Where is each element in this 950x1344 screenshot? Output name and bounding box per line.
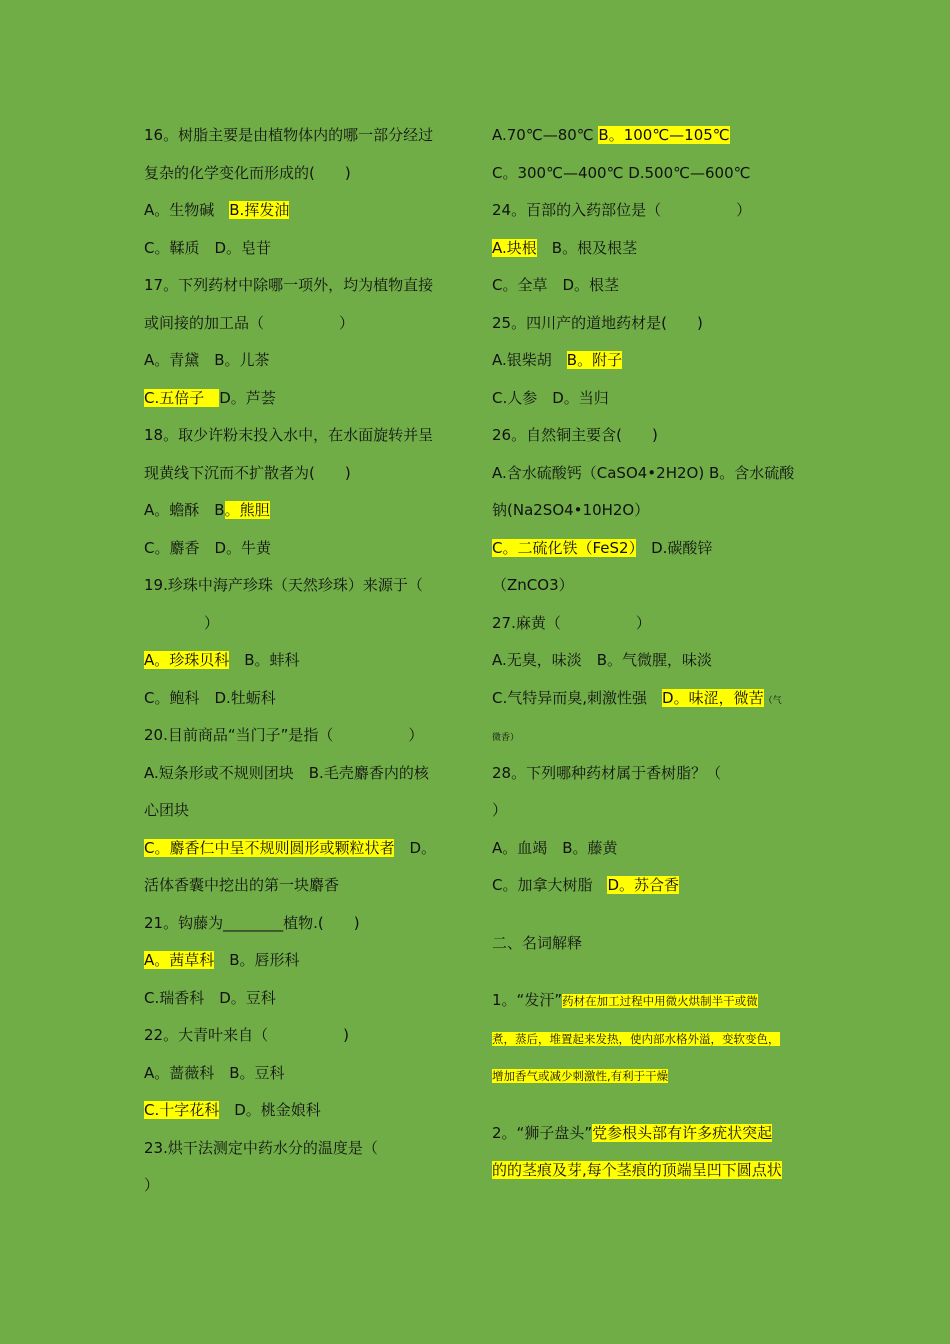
text-line-q24c	[492, 267, 822, 305]
text-line-q16a	[144, 117, 456, 155]
text-segment: 23.烘干法测定中药水分的温度是（	[144, 1138, 378, 1157]
highlighted-answer: 的的茎痕及芽,每个茎痕的顶端呈凹下圆点状	[492, 1161, 782, 1179]
text-line-q23a	[144, 1130, 456, 1168]
text-line-q25a	[492, 305, 822, 343]
text-segment: 2。“狮子盘头”	[492, 1123, 593, 1142]
text-segment: （气	[763, 695, 782, 706]
text-segment: 钠(Na2SO4•10H2O）	[492, 501, 650, 519]
text-segment: A。血竭 B。藤黄	[492, 838, 618, 857]
text-line-q28b	[492, 792, 822, 830]
text-line-q20d	[144, 830, 456, 868]
text-line-q21a	[144, 905, 456, 943]
text-segment: ）	[492, 801, 508, 819]
text-line-q26d	[492, 530, 822, 568]
highlighted-answer: B。附子	[566, 351, 623, 369]
text-line-q22a	[144, 1017, 456, 1055]
text-segment: A。生物碱	[144, 201, 230, 219]
text-line-q25c	[492, 380, 822, 418]
text-segment: A.含水硫酸钙（CaSO4•2H2O) B。含水硫酸	[492, 463, 795, 482]
text-segment: （ZnCO3）	[492, 576, 574, 594]
text-line-q25b	[492, 342, 822, 380]
text-line-q16c	[144, 192, 456, 230]
text-segment: D。芦荟	[219, 388, 276, 407]
text-line-d1c	[492, 1057, 822, 1095]
text-line-q19b	[144, 605, 456, 643]
text-line-q21c	[144, 980, 456, 1018]
text-line-q27b	[492, 642, 822, 680]
text-segment: A。青黛 B。儿茶	[144, 351, 270, 369]
text-segment: B。蚌科	[229, 651, 300, 669]
text-segment: ）	[144, 1176, 160, 1194]
text-segment: A。蟾酥 B	[144, 501, 225, 519]
text-line-q22c	[144, 1092, 456, 1130]
text-line-q20b	[144, 755, 456, 793]
text-line-q27c	[492, 680, 822, 718]
text-line-d2b	[492, 1152, 822, 1190]
text-segment: B。根及根茎	[536, 238, 638, 257]
text-segment: B。唇形科	[214, 951, 300, 969]
text-segment: 28。下列哪种药材属于香树脂？（	[492, 763, 722, 782]
text-line-q20a	[144, 717, 456, 755]
left-column	[144, 117, 456, 1205]
highlighted-answer: 药材在加工过程中用微火烘制半干或微	[562, 994, 758, 1008]
highlighted-answer: C。麝香仁中呈不规则圆形或颗粒状者	[144, 838, 395, 857]
definition-gap	[492, 1095, 822, 1115]
text-line-q23d	[492, 155, 822, 193]
text-line-q17c	[144, 342, 456, 380]
highlighted-answer: C。二硫化铁（FeS2）	[492, 538, 637, 557]
text-line-q23c	[492, 117, 822, 155]
highlighted-answer: C.五倍子	[144, 388, 220, 407]
text-line-q27d	[492, 717, 822, 755]
text-line-q17a	[144, 267, 456, 305]
text-line-q24b	[492, 230, 822, 268]
text-segment: 复杂的化学变化而形成的( )	[144, 163, 351, 182]
highlighted-answer: D。味涩，微苦	[662, 688, 764, 707]
text-segment: 活体香囊中挖出的第一块麝香	[144, 876, 340, 894]
text-line-d2a	[492, 1115, 822, 1153]
text-line-q20c	[144, 792, 456, 830]
text-line-q16d	[144, 230, 456, 268]
text-line-q26a	[492, 417, 822, 455]
text-line-q19c	[144, 642, 456, 680]
text-segment: C.瑞香科 D。豆科	[144, 988, 276, 1007]
text-segment: A.无臭，味淡 B。气微腥，味淡	[492, 651, 713, 669]
text-segment: 18。取少许粉末投入水中，在水面旋转并呈	[144, 426, 434, 444]
text-line-q17b	[144, 305, 456, 343]
text-segment: C.人参 D。当归	[492, 388, 609, 407]
text-segment: D。	[394, 838, 437, 857]
text-segment: 心团块	[144, 801, 190, 819]
text-line-q17d	[144, 380, 456, 418]
highlighted-answer: 煮，蒸后，堆置起来发热，使内部水格外溢，变软变色，	[492, 1031, 780, 1046]
text-line-q24a	[492, 192, 822, 230]
right-questions	[492, 117, 822, 905]
highlighted-answer: A。茜草科	[144, 951, 215, 969]
text-line-q18d	[144, 530, 456, 568]
text-line-q20e	[144, 867, 456, 905]
text-line-q26b	[492, 455, 822, 493]
right-column	[492, 117, 822, 1190]
text-segment: 16。树脂主要是由植物体内的哪一部分经过	[144, 126, 434, 144]
text-segment: 27.麻黄（ ）	[492, 613, 651, 632]
highlighted-answer: B。100℃—105℃	[598, 126, 730, 144]
text-segment: 或间接的加工品（ ）	[144, 313, 355, 332]
text-line-q22b	[144, 1055, 456, 1093]
text-segment: A.70℃—80℃	[492, 126, 599, 144]
text-line-q28c	[492, 830, 822, 868]
text-segment: ）	[144, 613, 220, 632]
text-line-q28d	[492, 867, 822, 905]
text-segment: 25。四川产的道地药材是( )	[492, 313, 703, 332]
highlighted-answer: C.十字花科	[144, 1101, 220, 1119]
text-segment: 20.目前商品“当门子”是指（ ）	[144, 726, 424, 744]
text-line-q26e	[492, 567, 822, 605]
text-line-q19a	[144, 567, 456, 605]
text-segment: D.碳酸锌	[636, 538, 713, 557]
text-segment: C.气特异而臭,刺激性强	[492, 688, 663, 707]
highlighted-answer: B.挥发油	[229, 201, 290, 219]
text-segment: D。桃金娘科	[219, 1101, 321, 1119]
text-segment: 17。下列药材中除哪一项外，均为植物直接	[144, 276, 434, 294]
section-gap	[492, 905, 822, 925]
text-segment: 26。自然铜主要含( )	[492, 426, 658, 444]
highlighted-answer: 党参根头部有许多疣状突起	[592, 1123, 773, 1142]
text-segment: 现黄线下沉而不扩散者为( )	[144, 463, 351, 482]
highlighted-answer: 。熊胆	[224, 501, 270, 519]
highlighted-answer: D。苏合香	[607, 876, 680, 894]
text-line-q26c	[492, 492, 822, 530]
text-line-q18c	[144, 492, 456, 530]
text-line-d1b	[492, 1020, 822, 1058]
definitions	[492, 982, 822, 1190]
text-line-q18a	[144, 417, 456, 455]
text-segment: A.银柴胡	[492, 351, 567, 369]
text-line-d1a	[492, 982, 822, 1020]
text-segment: 22。大青叶来自（ )	[144, 1026, 349, 1044]
text-segment: C。全草 D。根茎	[492, 276, 620, 294]
highlighted-answer: 增加香气或减少刺激性,有利于干燥	[492, 1069, 669, 1083]
section-gap	[492, 962, 822, 982]
text-line-q27a	[492, 605, 822, 643]
highlighted-answer: A。珍珠贝科	[144, 651, 230, 669]
text-segment: C。300℃—400℃ D.500℃—600℃	[492, 163, 751, 182]
text-segment: C。鲍科 D.牡蛎科	[144, 688, 276, 707]
text-segment: C。加拿大树脂	[492, 876, 608, 894]
text-segment: C。麝香 D。牛黄	[144, 538, 272, 557]
text-line-q23b	[144, 1167, 456, 1205]
text-line-q21b	[144, 942, 456, 980]
text-segment: C。鞣质 D。皂苷	[144, 238, 272, 257]
text-segment: A。蔷薇科 B。豆科	[144, 1063, 285, 1082]
text-segment: 微香）	[492, 733, 520, 743]
text-segment: 1。“发汗”	[492, 991, 563, 1009]
text-segment: 21。钩藤为________植物.( )	[144, 913, 360, 932]
text-line-q28a	[492, 755, 822, 793]
text-line-q19d	[144, 680, 456, 718]
section-title: 二、名词解释	[492, 933, 583, 952]
text-segment: A.短条形或不规则团块 B.毛壳麝香内的核	[144, 763, 429, 782]
text-line-q18b	[144, 455, 456, 493]
text-segment: 19.珍珠中海产珍珠（天然珍珠）来源于（	[144, 576, 423, 594]
text-line-q16b	[144, 155, 456, 193]
highlighted-answer: A.块根	[492, 238, 537, 257]
text-segment: 24。百部的入药部位是（ ）	[492, 201, 752, 219]
